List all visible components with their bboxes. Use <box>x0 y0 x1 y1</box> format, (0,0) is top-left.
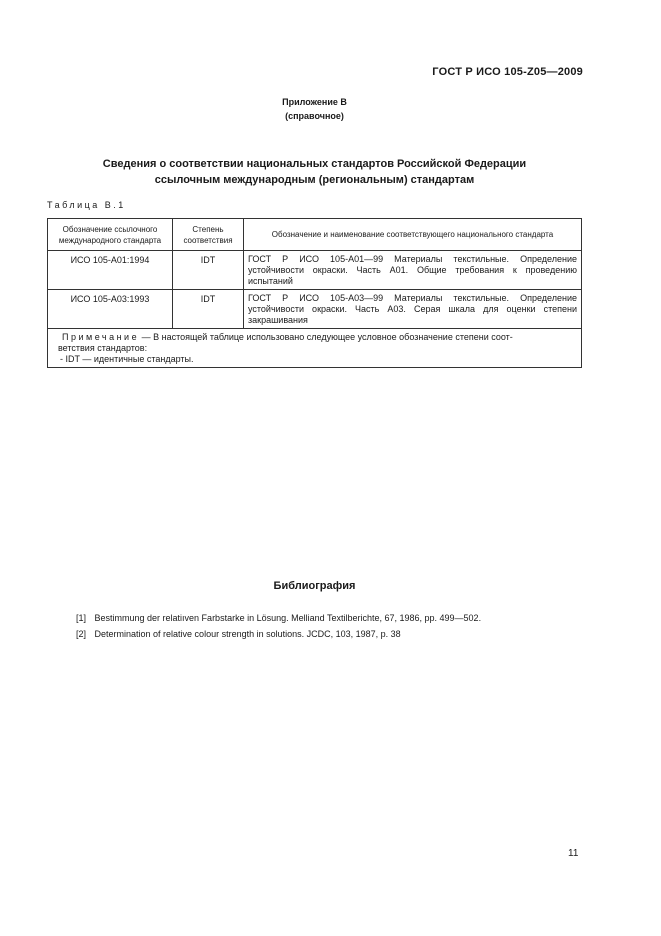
bibliography-item-number: [2] <box>76 629 87 639</box>
appendix-title: Приложение В <box>282 97 347 107</box>
section-title <box>0 156 661 188</box>
cell-national-standard: ГОСТ Р ИСО 105-А01—99 Материалы текстильные. Определение устойчивости окраски. Часть А01. Общие требования к проведению испытаний <box>244 251 582 290</box>
table-row <box>48 251 582 290</box>
note-first-line <box>58 332 575 343</box>
table-note <box>48 329 582 368</box>
appendix-heading <box>0 95 661 123</box>
header-intl-standard: Обозначение ссылочного международного стандарта <box>48 219 173 251</box>
note-text: — В настоящей таблице использовано следующее условное обозначение степени соот- <box>141 332 513 342</box>
cell-intl-standard: ИСО 105-А03:1993 <box>48 290 173 329</box>
bibliography-title <box>0 580 661 592</box>
appendix-subtitle: (справочное) <box>285 111 344 121</box>
note-text-continued: ветствия стандартов: <box>58 343 148 353</box>
table-label: Таблица В.1 <box>47 200 126 210</box>
header-national-standard: Обозначение и наименование соответствующего национального стандарта <box>244 219 582 251</box>
table-row <box>48 290 582 329</box>
bibliography-item-text: Determination of relative colour strength in solutions. JCDC, 103, 1987, p. 38 <box>94 629 401 639</box>
section-title-line-2: ссылочным международным (региональным) стандартам <box>154 174 475 186</box>
correspondence-table <box>47 218 582 368</box>
section-title-line-1: Сведения о соответствии национальных стандартов Российской Федерации <box>102 158 527 170</box>
cell-degree: IDT <box>173 251 244 290</box>
note-label: Примечание <box>62 332 140 342</box>
note-item: - IDT — идентичные стандарты. <box>60 354 194 364</box>
bibliography-list <box>76 610 481 642</box>
header-degree: Степень соответствия <box>173 219 244 251</box>
bibliography-item <box>76 610 481 626</box>
bibliography-item-text: Bestimmung der relatiıven Farbstarke in Lösung. Melliand Textilberichte, 67, 1986, pp. 499—502. <box>94 613 482 623</box>
page-number: 11 <box>568 848 579 859</box>
cell-intl-standard: ИСО 105-А01:1994 <box>48 251 173 290</box>
table-note-row <box>48 329 582 368</box>
cell-degree: IDT <box>173 290 244 329</box>
bibliography-item-number: [1] <box>76 613 87 623</box>
document-code: ГОСТ Р ИСО 105-Z05—2009 <box>432 66 583 78</box>
table-header-row <box>48 219 582 251</box>
cell-national-standard: ГОСТ Р ИСО 105-А03—99 Материалы текстильные. Определение устойчивости окраски. Часть А03. Серая шкала для оценки степени закрашивания <box>244 290 582 329</box>
bibliography-title-text: Библиография <box>273 580 356 592</box>
bibliography-item <box>76 626 481 642</box>
